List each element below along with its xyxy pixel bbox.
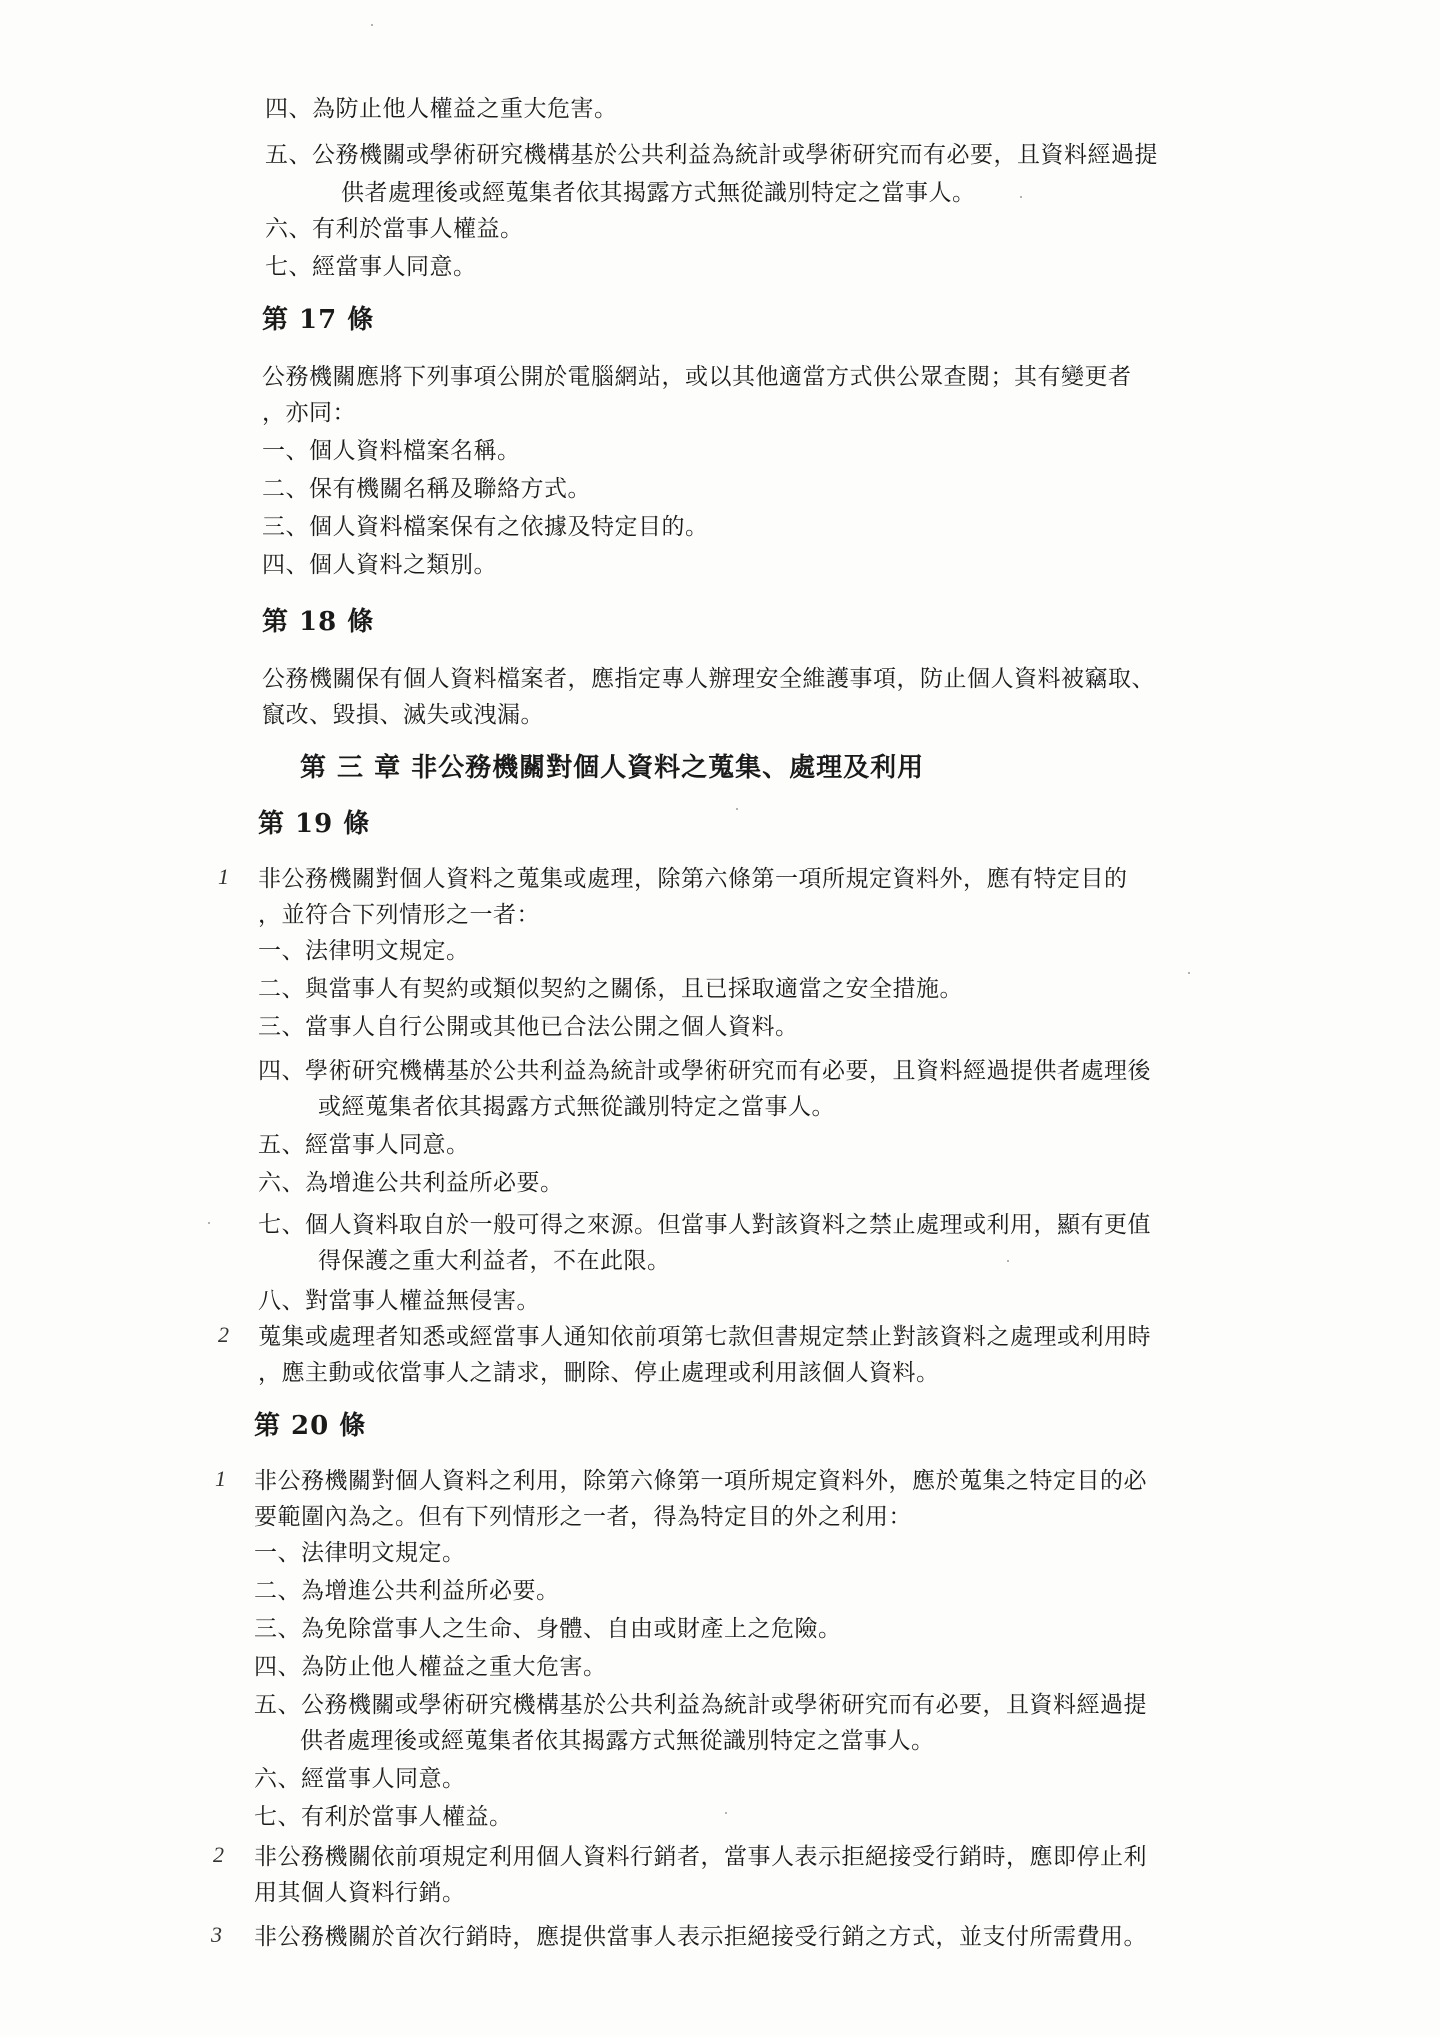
list-item: 一、法律明文規定。: [258, 938, 470, 964]
paragraph-line: 竄改、毀損、滅失或洩漏。: [262, 702, 544, 728]
list-item: 一、個人資料檔案名稱。: [262, 438, 521, 464]
list-item: 七、個人資料取自於一般可得之來源。但當事人對該資料之禁止處理或利用，顯有更值: [258, 1212, 1151, 1238]
list-item: 三、個人資料檔案保有之依據及特定目的。: [262, 514, 709, 540]
paragraph-line: 要範圍內為之。但有下列情形之一者，得為特定目的外之利用：: [254, 1504, 912, 1530]
paragraph-line: ，並符合下列情形之一者：: [258, 902, 540, 928]
list-item: 二、保有機關名稱及聯絡方式。: [262, 476, 591, 502]
list-item: 三、當事人自行公開或其他已合法公開之個人資料。: [258, 1014, 799, 1040]
scan-speck: [1020, 196, 1022, 198]
list-item: 八、對當事人權益無侵害。: [258, 1288, 540, 1314]
paragraph-line: 公務機關應將下列事項公開於電腦網站，或以其他適當方式供公眾查閱；其有變更者: [262, 364, 1132, 390]
paragraph-line: 公務機關保有個人資料檔案者，應指定專人辦理安全維護事項，防止個人資料被竊取、: [262, 666, 1155, 692]
list-item-continuation: 或經蒐集者依其揭露方式無從識別特定之當事人。: [318, 1094, 835, 1120]
paragraph-line: 非公務機關於首次行銷時，應提供當事人表示拒絕接受行銷之方式，並支付所需費用。: [254, 1924, 1147, 1950]
list-item: 七、有利於當事人權益。: [254, 1804, 513, 1830]
article-heading: 第 17 條: [262, 305, 375, 335]
article-heading: 第 18 條: [262, 607, 375, 637]
list-item: 六、有利於當事人權益。: [265, 216, 524, 242]
list-item: 六、經當事人同意。: [254, 1766, 466, 1792]
list-item: 二、為增進公共利益所必要。: [254, 1578, 560, 1604]
paragraph-number: 3: [211, 1922, 222, 1947]
paragraph-number: 1: [218, 864, 229, 889]
paragraph-line: 蒐集或處理者知悉或經當事人通知依前項第七款但書規定禁止對該資料之處理或利用時: [258, 1324, 1151, 1350]
article-heading: 第 20 條: [254, 1411, 367, 1441]
list-item: 四、為防止他人權益之重大危害。: [254, 1654, 607, 1680]
chapter-title: 第 三 章 非公務機關對個人資料之蒐集、處理及利用: [300, 753, 925, 783]
scan-speck: [736, 808, 738, 810]
paragraph-line: 非公務機關對個人資料之蒐集或處理，除第六條第一項所規定資料外，應有特定目的: [258, 866, 1128, 892]
paragraph-line: ，亦同：: [262, 400, 356, 426]
scan-speck: [725, 1812, 727, 1814]
paragraph-line: ，應主動或依當事人之請求，刪除、停止處理或利用該個人資料。: [258, 1360, 940, 1386]
list-item: 四、學術研究機構基於公共利益為統計或學術研究而有必要，且資料經過提供者處理後: [258, 1058, 1151, 1084]
list-item: 六、為增進公共利益所必要。: [258, 1170, 564, 1196]
list-item-continuation: 得保護之重大利益者，不在此限。: [318, 1248, 671, 1274]
paragraph-number: 2: [213, 1842, 224, 1867]
list-item: 一、法律明文規定。: [254, 1540, 466, 1566]
list-item: 五、經當事人同意。: [258, 1132, 470, 1158]
paragraph-line: 非公務機關依前項規定利用個人資料行銷者，當事人表示拒絕接受行銷時，應即停止利: [254, 1844, 1147, 1870]
list-item: 五、公務機關或學術研究機構基於公共利益為統計或學術研究而有必要，且資料經過提: [265, 142, 1158, 168]
article-heading: 第 19 條: [258, 809, 371, 839]
list-item: 四、個人資料之類別。: [262, 552, 497, 578]
scan-speck: [208, 1222, 210, 1224]
scan-speck: [1188, 972, 1190, 974]
paragraph-line: 用其個人資料行銷。: [254, 1880, 466, 1906]
scan-speck: [1007, 1260, 1009, 1262]
paragraph-number: 2: [218, 1322, 229, 1347]
list-item: 五、公務機關或學術研究機構基於公共利益為統計或學術研究而有必要，且資料經過提: [254, 1692, 1147, 1718]
list-item-continuation: 供者處理後或經蒐集者依其揭露方式無從識別特定之當事人。: [341, 180, 976, 206]
paragraph-line: 非公務機關對個人資料之利用，除第六條第一項所規定資料外，應於蒐集之特定目的必: [254, 1468, 1147, 1494]
list-item-continuation: 供者處理後或經蒐集者依其揭露方式無從識別特定之當事人。: [300, 1728, 935, 1754]
paragraph-number: 1: [215, 1466, 226, 1491]
list-item: 三、為免除當事人之生命、身體、自由或財產上之危險。: [254, 1616, 842, 1642]
list-item: 四、為防止他人權益之重大危害。: [265, 96, 618, 122]
list-item: 七、經當事人同意。: [265, 254, 477, 280]
list-item: 二、與當事人有契約或類似契約之關係，且已採取適當之安全措施。: [258, 976, 963, 1002]
scan-speck: [371, 24, 373, 26]
